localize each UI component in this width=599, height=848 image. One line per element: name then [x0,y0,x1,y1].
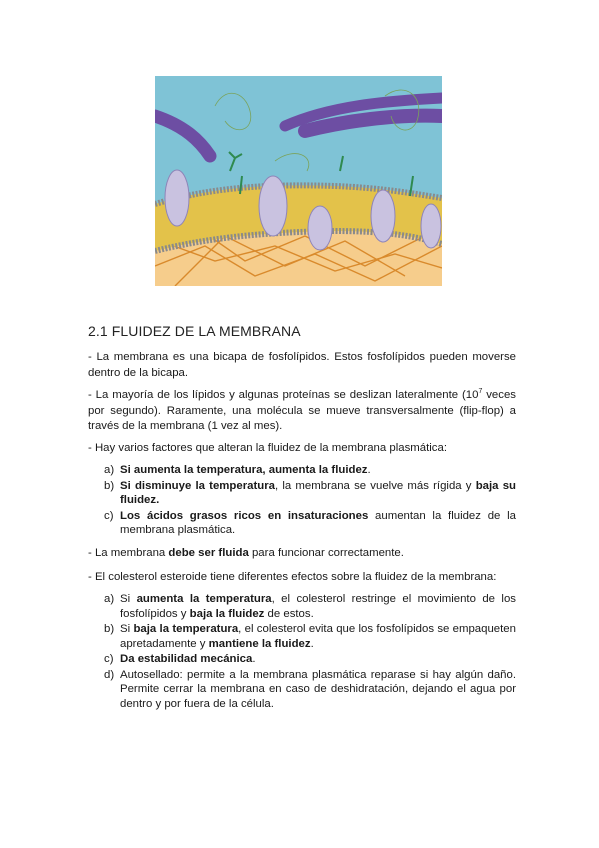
list-marker: c) [104,653,114,665]
text: aumentan la fluidez de la membrana plasmática. [120,509,516,536]
text: Si [120,623,134,635]
bold-text: Da estabilidad mecánica [120,653,253,665]
paragraph-movimiento-part2: veces por segundo). Raramente, una molécula se mueve transversalmente (flip-flop) a través de la membrana (1 vez al mes). [88,389,516,432]
list-item [88,622,516,651]
list-item [88,463,516,478]
text: - La membrana [88,547,169,559]
list-marker: b) [104,479,115,492]
paragraph-factores: - Hay varios factores que alteran la fluidez de la membrana plasmática: [88,442,447,454]
list-marker: c) [104,509,114,522]
text: Si [120,593,137,605]
list-item [88,479,516,508]
section-heading: 2.1 FLUIDEZ DE LA MEMBRANA [88,323,301,339]
text: , la membrana se vuelve más rígida y [275,479,476,492]
bold-text: baja la temperatura [133,623,239,635]
text: Autosellado: permite a la membrana plasmática reparase si hay algún daño. Permite cerrar la membrana en caso de deshidratación, dejando el agua por dentro y por fuera de la célula. [120,668,516,710]
exponent: 7 [478,388,483,396]
paragraph-movimiento-part1: - La mayoría de los lípidos y algunas proteínas se deslizan lateralmente (10 [88,389,479,401]
bold-text: baja su fluidez. [120,479,516,506]
bold-text: aumenta la temperatura [136,593,272,605]
text: . [310,637,314,650]
text: , el colesterol restringe el movimiento de los fosfolípidos y [120,593,516,620]
list-marker: d) [104,668,115,681]
text: para funcionar correctamente. [248,547,404,559]
membrane-illustration [155,76,442,286]
bold-text: Los ácidos grasos ricos en insaturaciones [120,509,369,522]
list-marker: b) [104,623,115,635]
bold-text: mantiene la fluidez [208,637,311,650]
text: , el colesterol evita que los fosfolípidos se empaqueten apretadamente y [120,623,516,650]
list-marker: a) [104,464,115,476]
text: . [367,464,371,476]
text: de estos. [264,607,314,620]
cholesterol-list [88,592,516,712]
list-item [88,668,516,712]
list-marker: a) [104,593,115,605]
list-item [88,652,516,667]
factors-list [88,463,516,539]
list-item [88,592,516,621]
bold-text: baja la fluidez [189,607,265,620]
text: . [252,653,256,665]
paragraph-colesterol: - El colesterol esteroide tiene diferentes efectos sobre la fluidez de la membrana: [88,571,497,583]
bold-text: debe ser fluida [168,547,249,559]
paragraph-bicapa: - La membrana es una bicapa de fosfolípidos. Estos fosfolípidos pueden moverse dentro de la bicapa. [88,351,516,379]
list-item [88,509,516,538]
paragraph-fluida [88,546,516,562]
bold-text: Si aumenta la temperatura, aumenta la fluidez [120,464,368,476]
membrane-illustration-svg [155,76,442,286]
paragraph-movimiento [88,388,516,435]
bold-text: Si disminuye la temperatura [120,479,276,492]
